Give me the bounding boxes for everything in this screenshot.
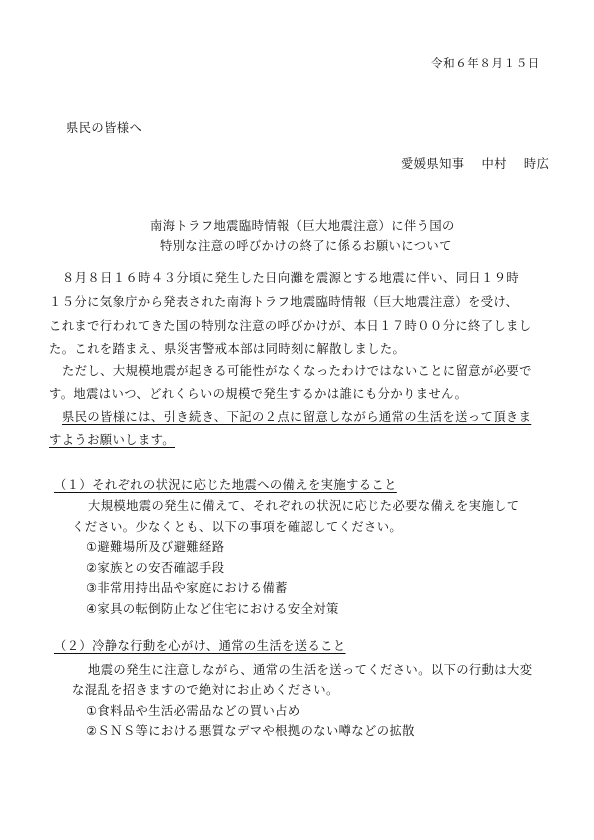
sender: 愛媛県知事 中村 時広 <box>401 157 550 171</box>
body-paragraph-2-line: す。地震はいつ、どれくらいの規模で発生するかは誰にも分かりません。 <box>49 387 468 401</box>
section-1-item: ④家具の転倒防止など住宅における安全対策 <box>86 602 339 616</box>
section-2-text-line: な混乱を招きますので絶対にお止めください。 <box>72 683 339 697</box>
body-paragraph-1-line: た。これを踏まえ、県災害警戒本部は同時刻に解散しました。 <box>49 342 406 356</box>
body-paragraph-1-line: これまで行われてきた国の特別な注意の呼びかけが、本日１７時００分に終了しまし <box>49 319 532 333</box>
section-1-item: ③非常用持出品や家庭における備蓄 <box>86 581 288 595</box>
title-line-2: 特別な注意の呼びかけの終了に係るお願いについて <box>160 239 452 253</box>
section-1-text-line: ください。少なくとも、以下の事項を確認してください。 <box>72 520 403 534</box>
body-paragraph-1-line: １５分に気象庁から発表された南海トラフ地震臨時情報（巨大地震注意）を受け、 <box>49 295 519 309</box>
section-1-heading: （１）それぞれの状況に応じた地震への備えを実施すること <box>54 478 397 492</box>
section-2-item: ①食料品や生活必需品などの買い占め <box>86 704 301 718</box>
section-2-item: ②ＳＮＳ等における悪質なデマや根拠のない噂などの拡散 <box>86 724 415 738</box>
section-1-text-line: 大規模地震の発生に備えて、それぞれの状況に応じた必要な備えを実施して <box>88 499 520 513</box>
body-paragraph-3-line: すようお願いします。 <box>49 433 175 447</box>
addressee: 県民の皆様へ <box>66 121 143 135</box>
section-1-item: ②家族との安否確認手段 <box>86 561 225 575</box>
section-2-text-line: 地震の発生に注意しながら、通常の生活を送ってください。以下の行動は大変 <box>88 663 533 677</box>
body-paragraph-1-line: ８月８日１６時４３分頃に発生した日向灘を震源とする地震に伴い、同日１９時 <box>62 271 520 285</box>
title-line-1: 南海トラフ地震臨時情報（巨大地震注意）に伴う国の <box>150 219 455 233</box>
date: 令和６年８月１５日 <box>431 56 540 70</box>
section-2-heading: （２）冷静な行動を心がけ、通常の生活を送ること <box>54 639 346 653</box>
section-1-item: ①避難場所及び避難経路 <box>86 540 225 554</box>
body-paragraph-2-line: ただし、大規模地震が起きる可能性がなくなったわけではないことに留意が必要で <box>62 364 532 378</box>
body-paragraph-3-line: 県民の皆様には、引き続き、下記の２点に留意しながら通常の生活を送って頂きま <box>62 410 532 424</box>
